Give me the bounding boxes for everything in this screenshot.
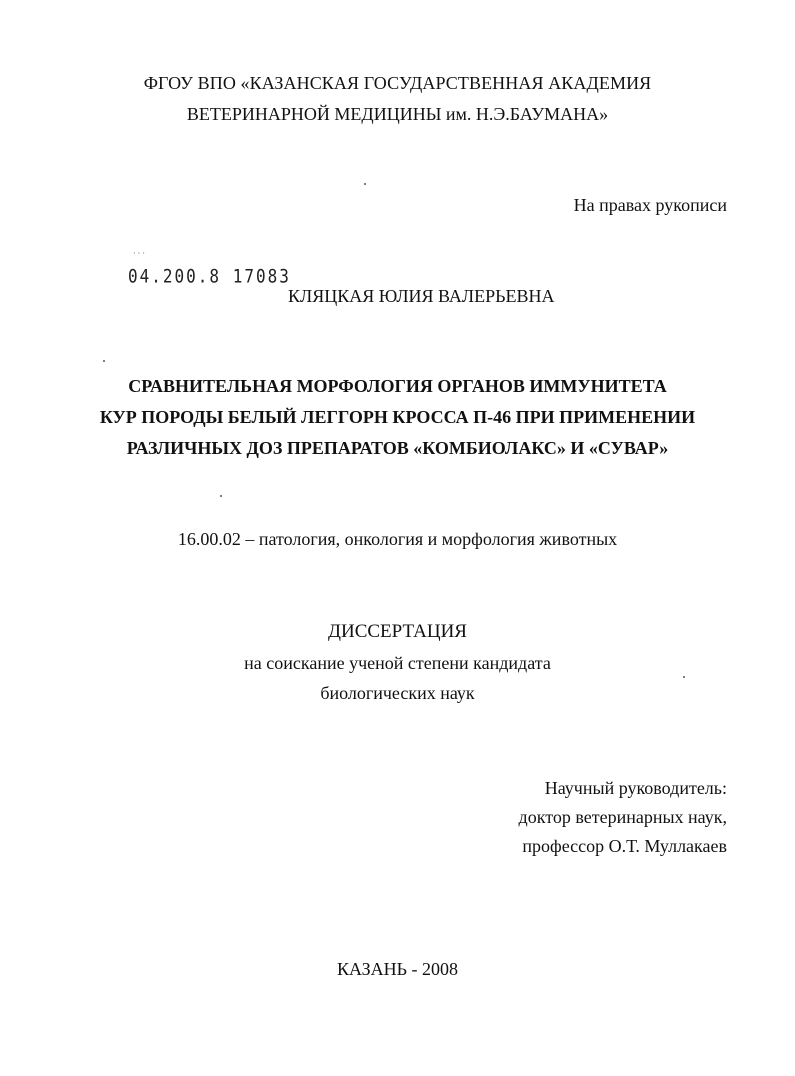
scan-speck bbox=[364, 183, 366, 185]
author-name: КЛЯЦКАЯ ЮЛИЯ ВАЛЕРЬЕВНА bbox=[288, 286, 555, 306]
scan-speck bbox=[103, 360, 105, 362]
supervisor-heading: Научный руководитель: bbox=[544, 778, 727, 798]
city-year: КАЗАНЬ - 2008 bbox=[337, 959, 458, 979]
dissertation-title-line-3: РАЗЛИЧНЫХ ДОЗ ПРЕПАРАТОВ «КОМБИОЛАКС» И «СУВАР» bbox=[126, 438, 669, 458]
registration-stamp: 04.200.8 17083 bbox=[128, 265, 291, 287]
specialty-code: 16.00.02 – патология, онкология и морфология животных bbox=[177, 529, 618, 549]
dissertation-title-line-2: КУР ПОРОДЫ БЕЛЫЙ ЛЕГГОРН КРОССА П-46 ПРИ ПРИМЕНЕНИИ bbox=[99, 407, 696, 427]
organization-line-1: ФГОУ ВПО «КАЗАНСКАЯ ГОСУДАРСТВЕННАЯ АКАДЕМИЯ bbox=[143, 73, 652, 93]
degree-line-2: биологических наук bbox=[320, 683, 475, 703]
document-type: ДИССЕРТАЦИЯ bbox=[328, 621, 467, 642]
supervisor-degree: доктор ветеринарных наук, bbox=[518, 807, 727, 827]
organization-line-2: ВЕТЕРИНАРНОЙ МЕДИЦИНЫ им. Н.Э.БАУМАНА» bbox=[186, 104, 609, 124]
stamp-marks: · · · bbox=[133, 249, 145, 258]
dissertation-title-line-1: СРАВНИТЕЛЬНАЯ МОРФОЛОГИЯ ОРГАНОВ ИММУНИТЕТА bbox=[128, 376, 667, 396]
scan-speck bbox=[220, 495, 222, 497]
scan-speck bbox=[683, 676, 685, 678]
supervisor-name: профессор О.Т. Муллакаев bbox=[522, 836, 727, 856]
degree-line-1: на соискание ученой степени кандидата bbox=[244, 653, 551, 673]
manuscript-rights-note: На правах рукописи bbox=[573, 195, 727, 215]
